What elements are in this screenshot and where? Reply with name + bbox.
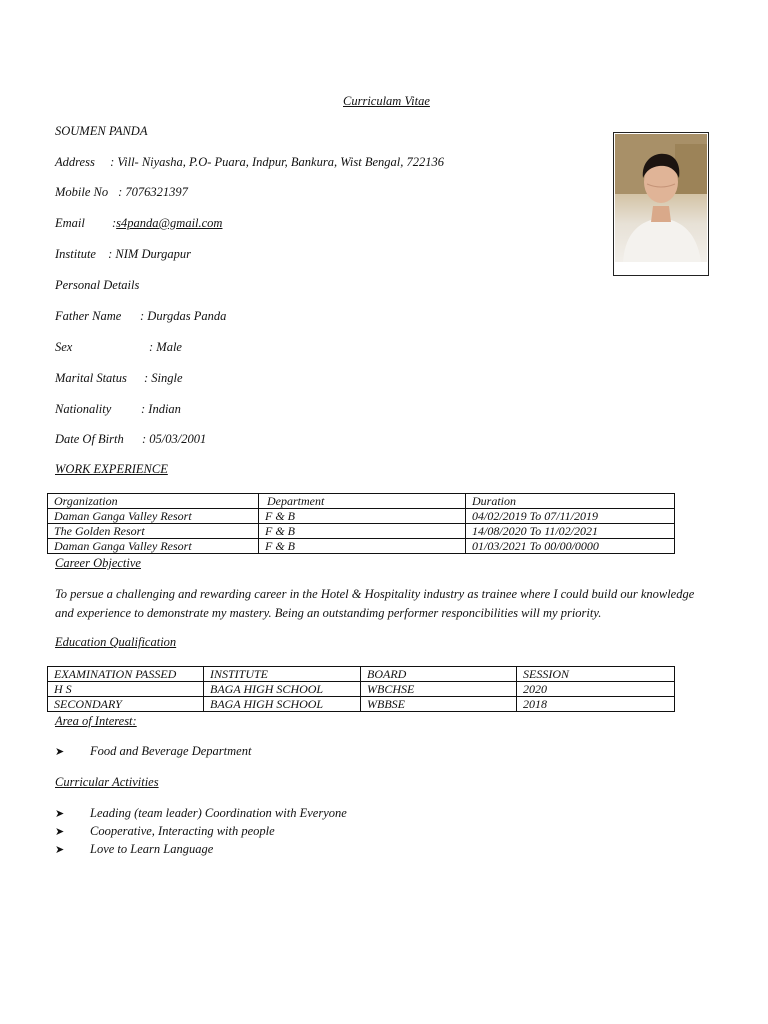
work-experience-heading: WORK EXPERIENCE	[55, 462, 168, 476]
table-cell: 2020	[517, 682, 675, 697]
table-cell: SECONDARY	[48, 697, 204, 712]
sex-line	[55, 340, 182, 355]
mobile-label: Mobile No	[55, 185, 109, 199]
institute-value: : NIM Durgapur	[108, 247, 191, 261]
table-cell: WBBSE	[361, 697, 517, 712]
candidate-name: SOUMEN PANDA	[55, 124, 148, 138]
nationality-label: Nationality	[55, 402, 112, 416]
curricular-activities-heading: Curricular Activities	[55, 775, 159, 789]
table-cell: BAGA HIGH SCHOOL	[204, 697, 361, 712]
table-header-cell: BOARD	[361, 667, 517, 682]
table-header-cell: SESSION	[517, 667, 675, 682]
marital-line	[55, 371, 183, 386]
address-value: : Vill- Niyasha, P.O- Puara, Indpur, Bankura, Wist Bengal, 722136	[110, 155, 445, 169]
profile-photo	[613, 132, 709, 276]
father-label: Father Name	[55, 309, 122, 323]
table-header-row	[48, 667, 675, 682]
table-header-cell: EXAMINATION PASSED	[48, 667, 204, 682]
personal-details-heading: Personal Details	[55, 278, 140, 292]
table-cell: H S	[48, 682, 204, 697]
mobile-line	[55, 185, 188, 200]
table-header-cell: Organization	[48, 494, 259, 509]
work-experience-table	[47, 493, 675, 554]
father-line	[55, 309, 226, 324]
table-cell: Daman Ganga Valley Resort	[48, 509, 259, 524]
email-colon: :	[112, 216, 117, 230]
dob-line	[55, 432, 206, 447]
email-label: Email	[55, 216, 85, 230]
address-line	[55, 155, 444, 170]
institute-label: Institute	[55, 247, 96, 261]
table-header-cell: INSTITUTE	[204, 667, 361, 682]
education-heading: Education Qualification	[55, 635, 177, 649]
table-cell: 01/03/2021 To 00/00/0000	[466, 539, 675, 554]
arrowhead-bullet-icon: ➤	[55, 826, 65, 838]
table-cell: F & B	[259, 539, 466, 554]
table-cell: The Golden Resort	[48, 524, 259, 539]
education-table	[47, 666, 675, 712]
arrowhead-bullet-icon: ➤	[55, 808, 65, 820]
table-header-row	[48, 494, 675, 509]
list-item: Love to Learn Language	[90, 842, 214, 856]
career-objective-line-1: To persue a challenging and rewarding career in the Hotel & Hospitality industry as trainee where I could build our knowledge	[55, 587, 695, 601]
sex-value: : Male	[149, 340, 182, 354]
arrowhead-bullet-icon: ➤	[55, 844, 65, 856]
email-line	[55, 216, 222, 231]
dob-value: : 05/03/2001	[142, 432, 207, 446]
page-title: Curriculam Vitae	[343, 94, 430, 108]
table-cell: F & B	[259, 509, 466, 524]
father-value: : Durgdas Panda	[140, 309, 227, 323]
career-objective-heading: Career Objective	[55, 556, 141, 570]
mobile-value: : 7076321397	[118, 185, 188, 199]
marital-value: : Single	[144, 371, 183, 385]
table-row	[48, 539, 675, 554]
area-of-interest-heading: Area of Interest:	[55, 714, 137, 728]
career-objective-line-2: and experience to demonstrate my mastery. Being an outstandimg performer responcibilities will my priority.	[55, 606, 602, 620]
email-link[interactable]: s4panda@gmail.com	[116, 216, 223, 230]
table-row	[48, 509, 675, 524]
address-label: Address	[55, 155, 95, 169]
list-item: Cooperative, Interacting with people	[90, 824, 275, 838]
table-row	[48, 524, 675, 539]
table-cell: WBCHSE	[361, 682, 517, 697]
nationality-value: : Indian	[141, 402, 181, 416]
table-cell: BAGA HIGH SCHOOL	[204, 682, 361, 697]
list-item: Food and Beverage Department	[90, 744, 252, 758]
sex-label: Sex	[55, 340, 73, 354]
table-cell: 2018	[517, 697, 675, 712]
nationality-line	[55, 402, 181, 417]
list-item: Leading (team leader) Coordination with Everyone	[90, 806, 347, 820]
table-cell: Daman Ganga Valley Resort	[48, 539, 259, 554]
table-cell: 04/02/2019 To 07/11/2019	[466, 509, 675, 524]
marital-label: Marital Status	[55, 371, 127, 385]
table-header-cell: Department	[259, 494, 466, 509]
table-cell: F & B	[259, 524, 466, 539]
table-row	[48, 682, 675, 697]
table-row	[48, 697, 675, 712]
portrait-icon	[615, 134, 707, 262]
table-cell: 14/08/2020 To 11/02/2021	[466, 524, 675, 539]
table-header-cell: Duration	[466, 494, 675, 509]
arrowhead-bullet-icon: ➤	[55, 746, 65, 758]
dob-label: Date Of Birth	[55, 432, 124, 446]
institute-line	[55, 247, 191, 262]
